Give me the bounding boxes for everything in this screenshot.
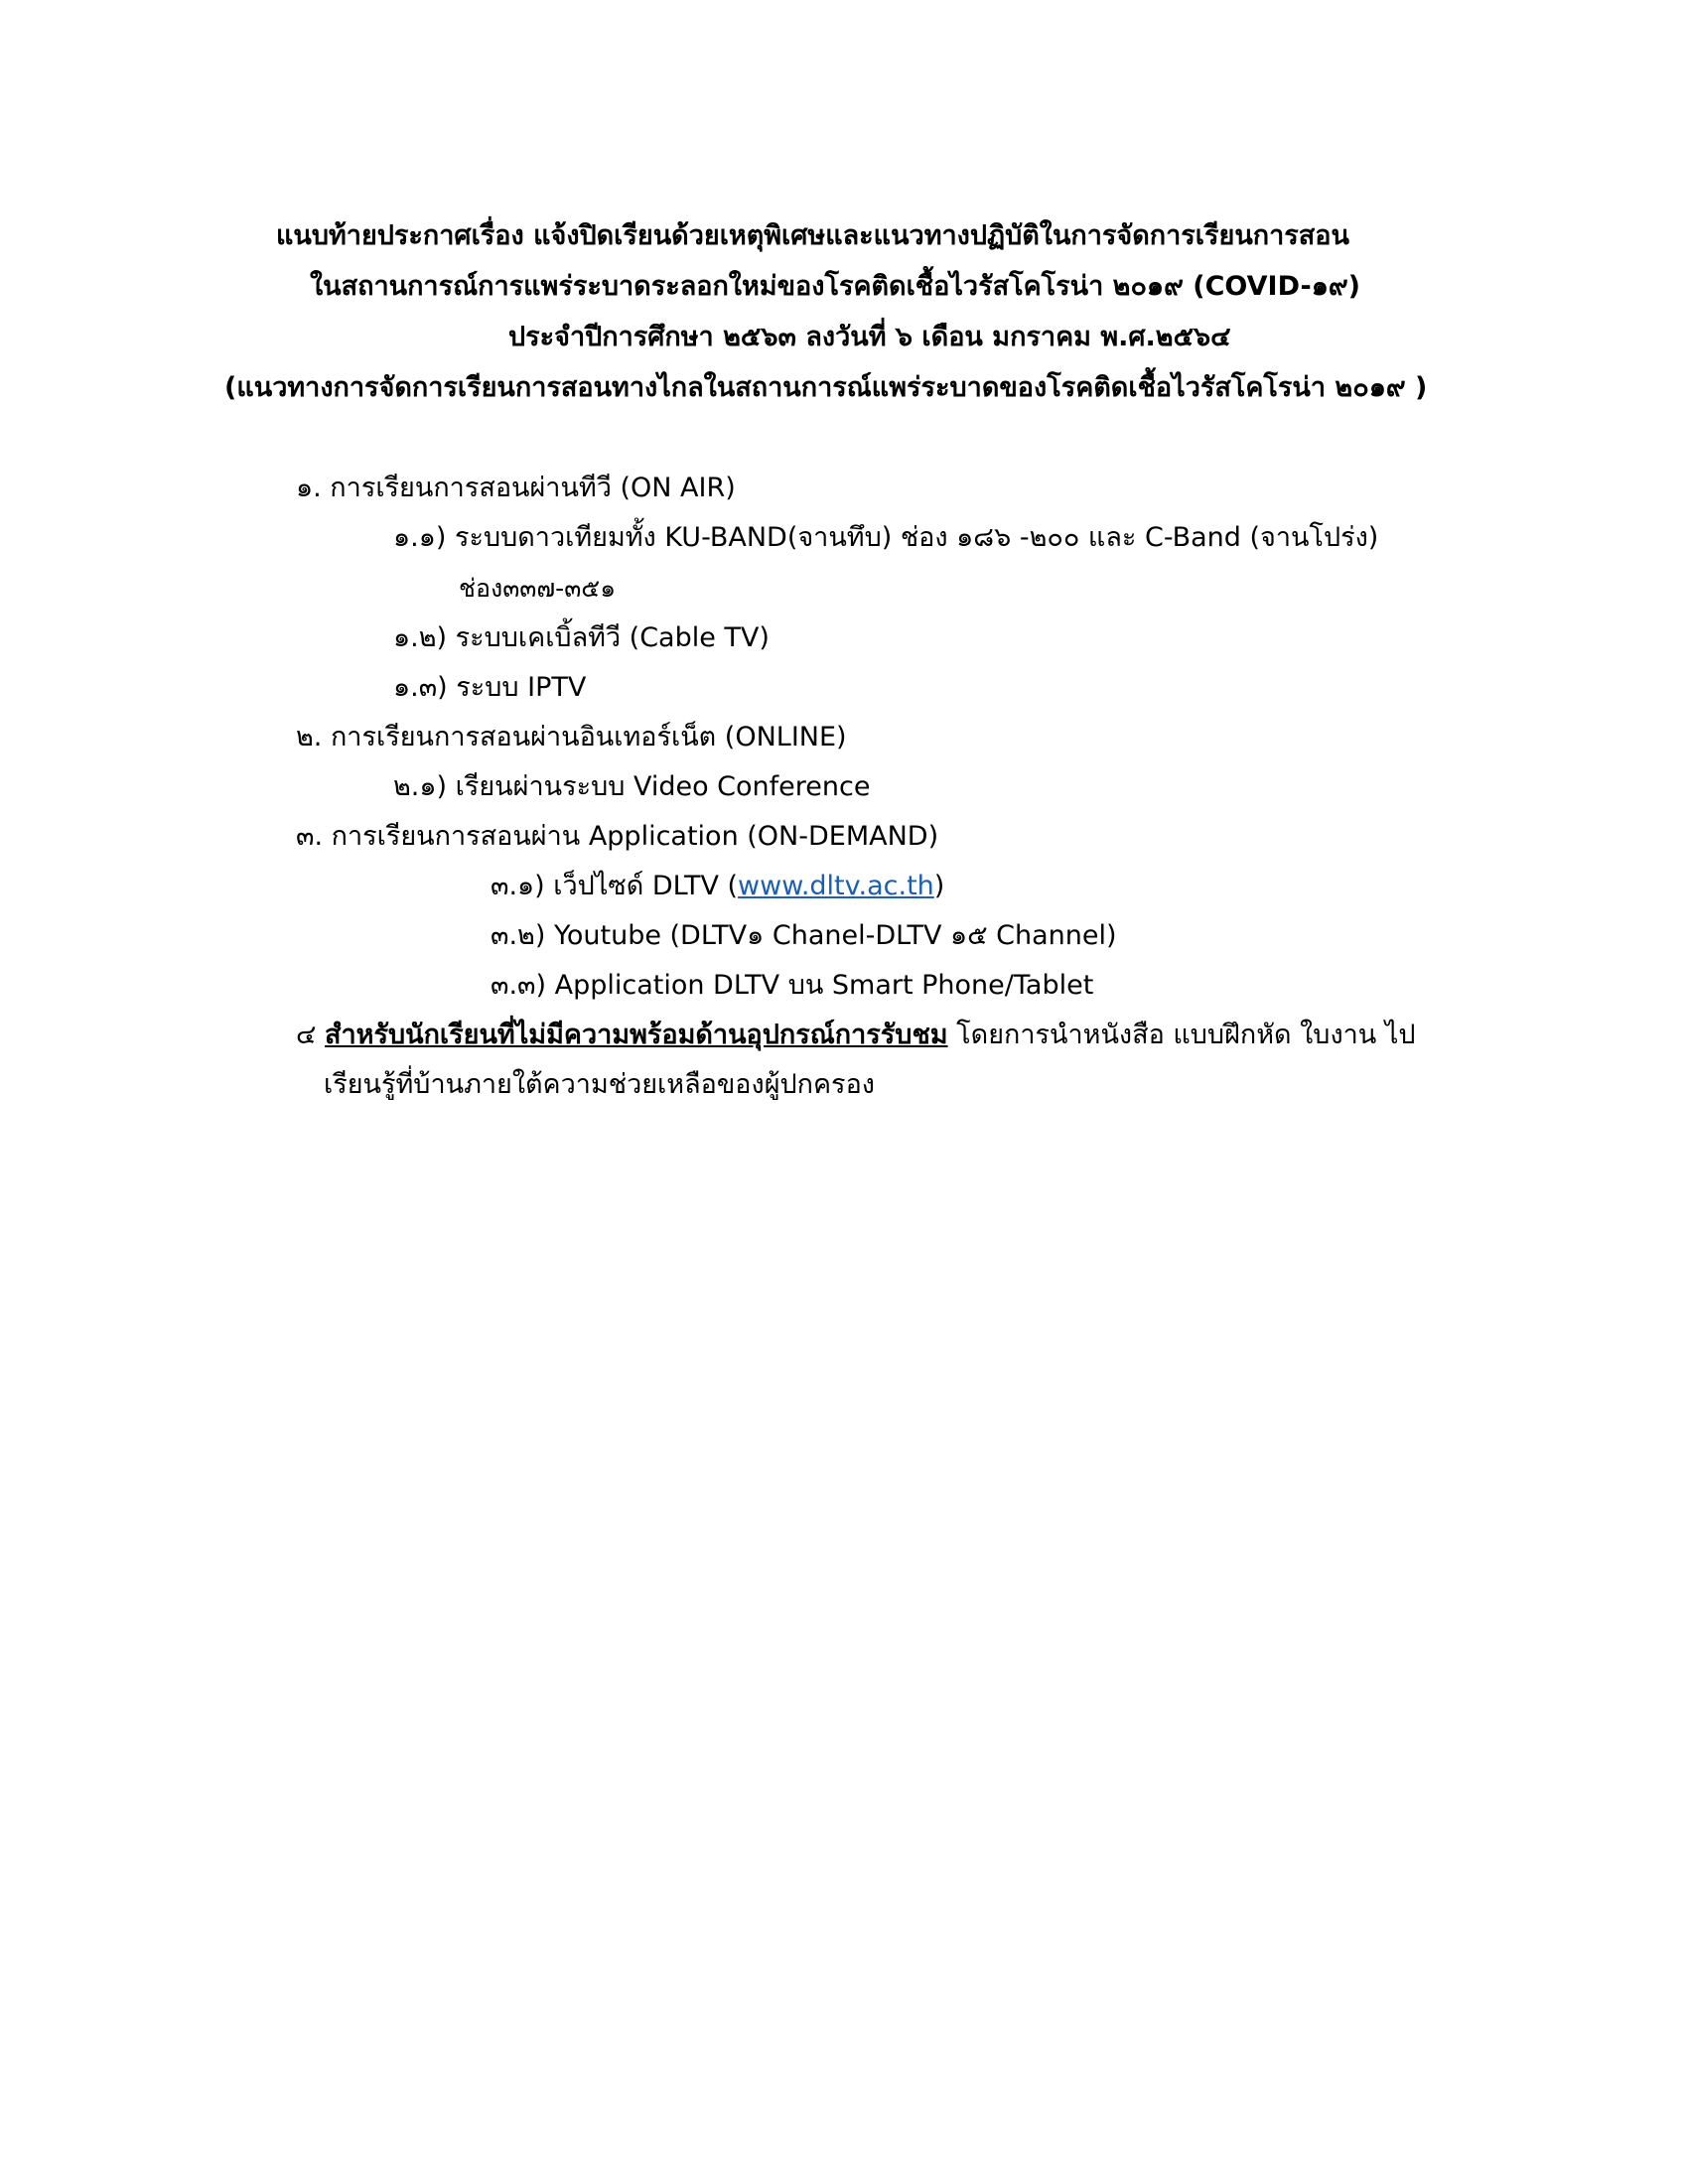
item-2-online: ๒. การเรียนการสอนผ่านอินเทอร์เน็ต (ONLINE)	[296, 722, 847, 752]
item-4-number: ๔	[296, 1020, 317, 1050]
heading-line-3: ประจำปีการศึกษา ๒๕๖๓ ลงวันที่ ๖ เดือน มกราคม พ.ศ.๒๕๖๔	[508, 322, 1231, 352]
item-1-on-air: ๑. การเรียนการสอนผ่านทีวี (ON AIR)	[296, 473, 736, 503]
heading-line-4: (แนวทางการจัดการเรียนการสอนทางไกลในสถานการณ์แพร่ระบาดของโรคติดเชื้อไวรัสโคโรน่า ๒๐๑๙ )	[224, 372, 1428, 403]
item-1-2-cable-tv: ๑.๒) ระบบเคเบิ้ลทีวี (Cable TV)	[393, 622, 770, 653]
item-4-no-equipment	[296, 1011, 1416, 1060]
item-1-1-satellite: ๑.๑) ระบบดาวเทียมทั้ง KU-BAND(จานทึบ) ช่อง ๑๘๖ -๒๐๐ และ C-Band (จานโปร่ง)	[393, 522, 1379, 553]
heading-line-1: แนบท้ายประกาศเรื่อง แจ้งปิดเรียนด้วยเหตุพิเศษและแนวทางปฏิบัติในการจัดการเรียนการสอน	[276, 220, 1349, 251]
item-3-1-suffix: )	[933, 871, 945, 901]
item-1-3-iptv: ๑.๓) ระบบ IPTV	[393, 672, 587, 703]
heading-line-2: ในสถานการณ์การแพร่ระบาดระลอกใหม่ของโรคติดเชื้อไวรัสโคโรน่า ๒๐๑๙ (COVID-๑๙)	[310, 271, 1360, 302]
dltv-website-link[interactable]: www.dltv.ac.th	[738, 871, 934, 901]
item-3-1-website	[491, 862, 944, 911]
item-4-rest-text: โดยการนำหนังสือ แบบฝึกหัด ใบงาน ไป	[947, 1020, 1416, 1050]
item-4-bold-text: สำหรับนักเรียนที่ไม่มีความพร้อมด้านอุปกรณ์การรับชม	[325, 1020, 948, 1050]
item-3-1-prefix: ๓.๑) เว็ปไซด์ DLTV (	[491, 871, 739, 901]
item-2-1-video-conference: ๒.๑) เรียนผ่านระบบ Video Conference	[393, 771, 871, 802]
item-3-on-demand: ๓. การเรียนการสอนผ่าน Application (ON-DEMAND)	[296, 821, 939, 852]
item-3-2-youtube: ๓.๒) Youtube (DLTV๑ Chanel-DLTV ๑๕ Channel)	[491, 920, 1117, 951]
item-3-3-application: ๓.๓) Application DLTV บน Smart Phone/Tablet	[491, 970, 1094, 1001]
item-4-continuation: เรียนรู้ที่บ้านภายใต้ความช่วยเหลือของผู้ปกครอง	[324, 1069, 875, 1100]
item-1-1-channels: ช่อง๓๓๗-๓๕๑	[459, 574, 617, 603]
